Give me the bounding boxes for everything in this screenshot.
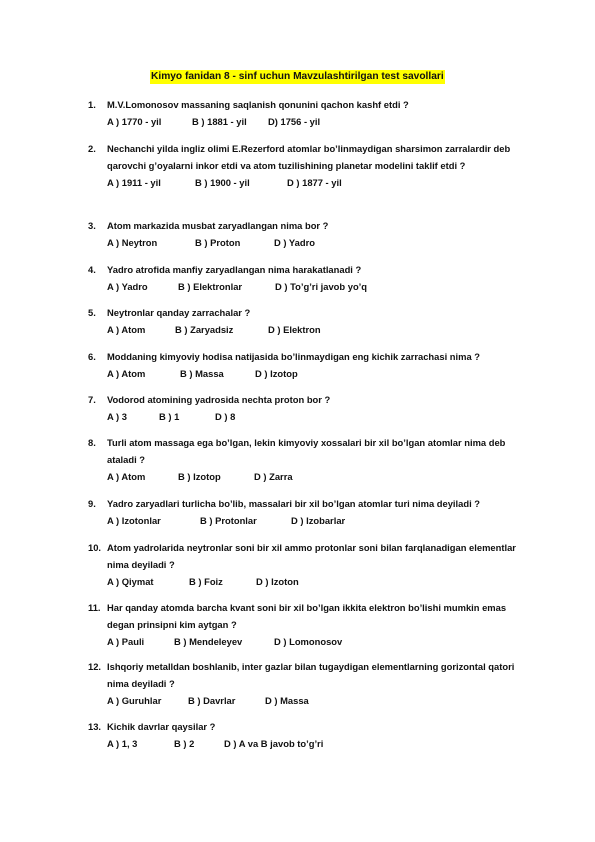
option-a: A ) Qiymat [107, 575, 154, 587]
option-d: D ) Zarra [254, 470, 293, 482]
answer-options [107, 513, 528, 530]
option-b: B ) Mendeleyev [174, 635, 243, 647]
question-text: Atom markazida musbat zaryadlangan nima bor ? [107, 220, 329, 231]
answer-options [107, 235, 528, 252]
question-9 [88, 496, 528, 530]
answer-options [107, 634, 528, 651]
question-number: 4. [88, 264, 96, 275]
page-title: Kimyo fanidan 8 - sinf uchun Mavzulashtirilgan test savollari [151, 71, 444, 82]
question-text: Vodorod atomining yadrosida nechta proton bor ? [107, 394, 331, 405]
question-number: 2. [88, 143, 96, 154]
option-b: B ) Davrlar [188, 694, 236, 706]
answer-options [107, 736, 528, 753]
option-a: A ) Atom [107, 323, 146, 335]
question-number: 5. [88, 307, 96, 318]
answer-options [107, 175, 528, 192]
question-number: 11. [88, 602, 101, 613]
question-1 [88, 97, 528, 131]
option-a: A ) 1770 - yil [107, 115, 162, 127]
option-b: B ) 1900 - yil [195, 176, 250, 188]
question-text: Turli atom massaga ega bo’lgan, lekin kimyoviy xossalari bir xil bo’lgan atomlar nima deb ataladi ? [107, 437, 506, 465]
question-text: Moddaning kimyoviy hodisa natijasida bo’linmaydigan eng kichik zarrachasi nima ? [107, 351, 481, 362]
question-number: 9. [88, 498, 96, 509]
option-a: A ) Guruhlar [107, 694, 162, 706]
option-d: D ) Izobarlar [291, 514, 346, 526]
answer-options [107, 322, 528, 339]
question-text: Yadro atrofida manfiy zaryadlangan nima harakatlanadi ? [107, 264, 362, 275]
question-13 [88, 719, 528, 753]
question-10 [88, 540, 528, 590]
option-b: B ) 1881 - yil [192, 115, 247, 127]
option-d: D ) Izoton [256, 575, 299, 587]
option-d: D ) Massa [265, 694, 309, 706]
option-d: D ) Izotop [255, 367, 298, 379]
question-text: Ishqoriy metalldan boshlanib, inter gazlar bilan tugaydigan elementlarning gorizontal qatori nima deyiladi ? [107, 661, 515, 689]
option-d: D ) A va B javob to’g’ri [224, 737, 324, 749]
option-b: B ) 2 [174, 737, 195, 749]
answer-options [107, 574, 528, 591]
answer-options [107, 114, 528, 131]
option-d: D ) Yadro [274, 236, 315, 248]
option-a: A ) Neytron [107, 236, 158, 248]
answer-options [107, 279, 528, 296]
option-a: A ) Yadro [107, 280, 148, 292]
question-number: 3. [88, 220, 96, 231]
option-a: A ) 3 [107, 410, 127, 422]
option-d: D ) Lomonosov [274, 635, 343, 647]
option-a: A ) 1, 3 [107, 737, 138, 749]
question-text: Atom yadrolarida neytronlar soni bir xil ammo protonlar soni bilan farqlanadigan elementlar nima deyiladi ? [107, 542, 516, 570]
answer-options [107, 693, 528, 710]
option-b: B ) 1 [159, 410, 180, 422]
question-7 [88, 392, 528, 426]
question-number: 6. [88, 351, 96, 362]
question-text: Har qanday atomda barcha kvant soni bir xil bo’lgan ikkita elektron bo’lishi mumkin emas degan prinsipni kim aytgan ? [107, 602, 507, 630]
answer-options [107, 469, 528, 486]
answer-options [107, 409, 528, 426]
question-number: 8. [88, 437, 96, 448]
question-2 [88, 141, 528, 191]
option-d: D ) Elektron [268, 323, 321, 335]
question-4 [88, 262, 528, 296]
option-d: D ) To’g’ri javob yo’q [275, 280, 368, 292]
option-a: A ) Izotonlar [107, 514, 161, 526]
question-text: Neytronlar qanday zarrachalar ? [107, 307, 251, 318]
question-5 [88, 305, 528, 339]
question-number: 12. [88, 661, 102, 672]
option-a: A ) Pauli [107, 635, 145, 647]
question-number: 10. [88, 542, 102, 553]
question-number: 1. [88, 99, 96, 110]
question-11 [88, 600, 528, 650]
option-b: B ) Proton [195, 236, 241, 248]
option-b: B ) Izotop [178, 470, 221, 482]
question-text: Kichik davrlar qaysilar ? [107, 721, 216, 732]
question-text: Nechanchi yilda ingliz olimi E.Rezerford atomlar bo’linmaydigan sharsimon zarralardir deb qarovchi g’oyalarni inkor etdi va atom tuzilishining planetar modelini taklif etdi ? [107, 143, 511, 171]
option-a: A ) 1911 - yil [107, 176, 161, 188]
option-b: B ) Zaryadsiz [175, 323, 234, 335]
answer-options [107, 366, 528, 383]
question-number: 13. [88, 721, 102, 732]
option-d: D) 1756 - yil [268, 115, 321, 127]
option-b: B ) Protonlar [200, 514, 257, 526]
question-text: Yadro zaryadlari turlicha bo’lib, massalari bir xil bo’lgan atomlar turi nima deyiladi ? [107, 498, 481, 509]
question-number: 7. [88, 394, 96, 405]
option-d: D ) 1877 - yil [287, 176, 342, 188]
question-3 [88, 218, 528, 252]
option-b: B ) Massa [180, 367, 224, 379]
option-d: D ) 8 [215, 410, 236, 422]
question-12 [88, 659, 528, 709]
question-6 [88, 349, 528, 383]
question-text: M.V.Lomonosov massaning saqlanish qonunini qachon kashf etdi ? [107, 99, 409, 110]
option-a: A ) Atom [107, 367, 146, 379]
question-8 [88, 435, 528, 485]
option-a: A ) Atom [107, 470, 146, 482]
option-b: B ) Elektronlar [178, 280, 243, 292]
option-b: B ) Foiz [189, 575, 223, 587]
